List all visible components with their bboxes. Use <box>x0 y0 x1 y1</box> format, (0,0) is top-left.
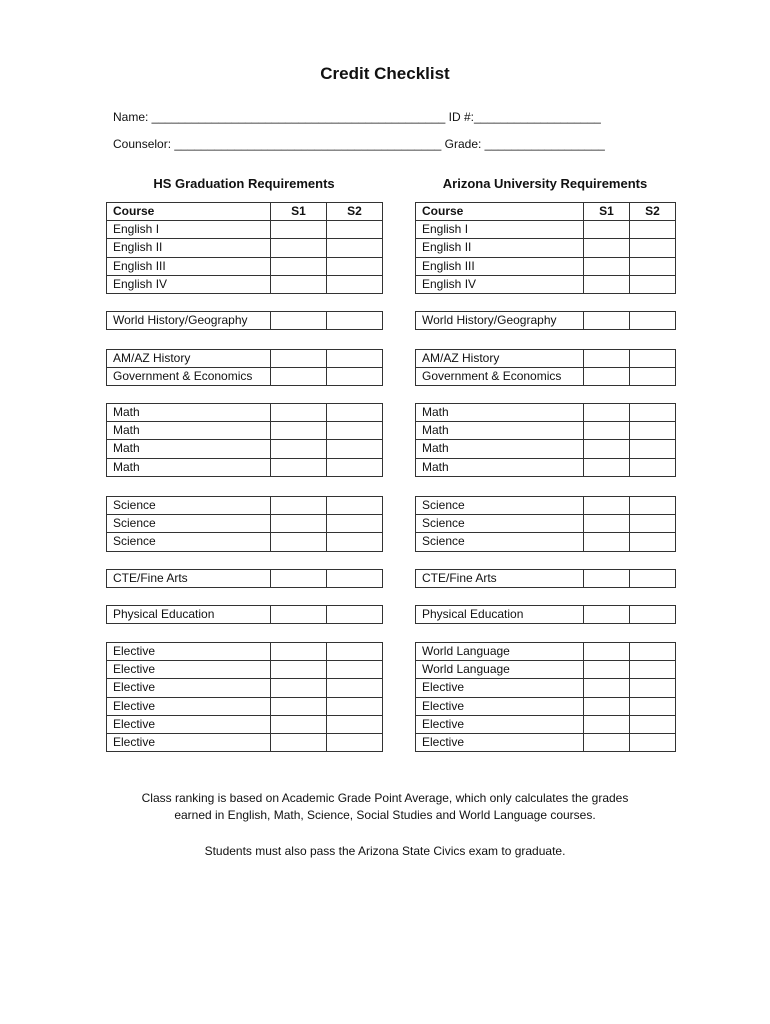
table-row <box>416 368 676 386</box>
table-row <box>107 368 383 386</box>
table-row <box>107 697 383 715</box>
s1-cell[interactable] <box>271 404 327 422</box>
s1-cell[interactable] <box>584 679 630 697</box>
course-name: CTE/Fine Arts <box>107 570 271 588</box>
s2-cell[interactable] <box>630 312 676 330</box>
s2-cell[interactable] <box>327 570 383 588</box>
table-row <box>416 497 676 515</box>
table-row <box>416 404 676 422</box>
s2-cell[interactable] <box>630 533 676 551</box>
course-name: Physical Education <box>416 606 584 624</box>
s1-cell[interactable] <box>584 350 630 368</box>
s1-cell[interactable] <box>584 239 630 257</box>
s1-cell[interactable] <box>584 221 630 239</box>
s2-cell[interactable] <box>630 440 676 458</box>
table-row <box>416 422 676 440</box>
s1-cell[interactable] <box>271 440 327 458</box>
s1-cell[interactable] <box>271 715 327 733</box>
table-header-row <box>416 203 676 221</box>
course-name: Math <box>107 440 271 458</box>
s1-cell[interactable] <box>584 606 630 624</box>
civics-note: Students must also pass the Arizona State Civics exam to graduate. <box>204 844 566 858</box>
s1-cell[interactable] <box>584 312 630 330</box>
table-row <box>107 221 383 239</box>
table-row <box>416 697 676 715</box>
s1-column-header: S1 <box>271 203 327 221</box>
s1-cell[interactable] <box>584 257 630 275</box>
s1-cell[interactable] <box>584 570 630 588</box>
course-name: CTE/Fine Arts <box>416 570 584 588</box>
course-name: Math <box>416 440 584 458</box>
s2-cell[interactable] <box>630 643 676 661</box>
s2-cell[interactable] <box>630 221 676 239</box>
s1-cell[interactable] <box>271 515 327 533</box>
table-row <box>416 221 676 239</box>
s2-cell[interactable] <box>327 275 383 293</box>
table-row <box>416 312 676 330</box>
s2-cell[interactable] <box>630 350 676 368</box>
table-row <box>416 643 676 661</box>
table-row <box>416 533 676 551</box>
course-name: Math <box>416 458 584 476</box>
table-row <box>416 350 676 368</box>
s2-cell[interactable] <box>327 715 383 733</box>
s2-cell[interactable] <box>630 715 676 733</box>
s2-cell[interactable] <box>630 661 676 679</box>
table-row <box>107 679 383 697</box>
s1-cell[interactable] <box>271 679 327 697</box>
s2-cell[interactable] <box>327 661 383 679</box>
s2-cell[interactable] <box>327 606 383 624</box>
table-row <box>107 515 383 533</box>
course-name: Math <box>107 422 271 440</box>
course-name: English I <box>107 221 271 239</box>
course-name: Elective <box>416 679 584 697</box>
table-row <box>416 440 676 458</box>
table-row <box>416 661 676 679</box>
course-name: Elective <box>107 661 271 679</box>
course-name: Elective <box>107 643 271 661</box>
course-name: Math <box>416 404 584 422</box>
course-name: Math <box>416 422 584 440</box>
table-row <box>107 606 383 624</box>
course-name: Science <box>107 515 271 533</box>
s2-cell[interactable] <box>327 643 383 661</box>
course-name: Elective <box>107 733 271 751</box>
course-name: World History/Geography <box>416 312 584 330</box>
table-row <box>416 275 676 293</box>
s1-cell[interactable] <box>271 661 327 679</box>
course-name: English I <box>416 221 584 239</box>
course-name: English II <box>107 239 271 257</box>
table-row <box>107 733 383 751</box>
table-row <box>416 570 676 588</box>
course-name: Math <box>107 458 271 476</box>
s1-column-header: S1 <box>584 203 630 221</box>
course-name: Physical Education <box>107 606 271 624</box>
ranking-note-line-2: earned in English, Math, Science, Social Studies and World Language courses. <box>174 808 596 822</box>
s2-cell[interactable] <box>327 515 383 533</box>
hs-course-group <box>106 642 383 752</box>
course-name: Science <box>416 497 584 515</box>
table-row <box>107 440 383 458</box>
s2-cell[interactable] <box>630 422 676 440</box>
s2-cell[interactable] <box>630 497 676 515</box>
table-row <box>107 497 383 515</box>
s1-cell[interactable] <box>584 661 630 679</box>
s1-cell[interactable] <box>584 422 630 440</box>
s2-cell[interactable] <box>327 533 383 551</box>
s2-cell[interactable] <box>327 422 383 440</box>
s2-cell[interactable] <box>630 733 676 751</box>
table-row <box>107 275 383 293</box>
s1-cell[interactable] <box>271 221 327 239</box>
hs-course-group <box>106 202 383 294</box>
course-name: Elective <box>416 697 584 715</box>
s2-cell[interactable] <box>630 257 676 275</box>
s1-cell[interactable] <box>584 275 630 293</box>
table-row <box>107 350 383 368</box>
table-row <box>107 257 383 275</box>
az-course-group <box>415 569 676 588</box>
s2-cell[interactable] <box>630 275 676 293</box>
table-header-row <box>107 203 383 221</box>
course-name: English II <box>416 239 584 257</box>
table-row <box>107 715 383 733</box>
az-requirements-heading: Arizona University Requirements <box>442 176 648 191</box>
table-row <box>107 643 383 661</box>
s2-cell[interactable] <box>630 239 676 257</box>
course-name: English III <box>107 257 271 275</box>
hs-course-group <box>106 605 383 624</box>
table-row <box>416 715 676 733</box>
s1-cell[interactable] <box>584 458 630 476</box>
table-row <box>107 570 383 588</box>
s1-cell[interactable] <box>271 533 327 551</box>
course-name: Math <box>107 404 271 422</box>
s2-cell[interactable] <box>630 679 676 697</box>
s1-cell[interactable] <box>584 715 630 733</box>
table-row <box>107 661 383 679</box>
az-course-group <box>415 202 676 294</box>
s2-cell[interactable] <box>327 697 383 715</box>
s1-cell[interactable] <box>584 643 630 661</box>
table-row <box>107 312 383 330</box>
s1-cell[interactable] <box>271 257 327 275</box>
hs-requirements-heading: HS Graduation Requirements <box>153 176 335 191</box>
s1-cell[interactable] <box>584 697 630 715</box>
course-name: English IV <box>416 275 584 293</box>
course-name: Science <box>416 533 584 551</box>
course-name: Elective <box>107 715 271 733</box>
hs-course-group <box>106 403 383 477</box>
s2-cell[interactable] <box>327 257 383 275</box>
course-name: Elective <box>107 697 271 715</box>
s2-cell[interactable] <box>327 221 383 239</box>
table-row <box>416 515 676 533</box>
course-name: Elective <box>107 679 271 697</box>
s1-cell[interactable] <box>584 515 630 533</box>
s2-cell[interactable] <box>630 697 676 715</box>
s2-cell[interactable] <box>327 679 383 697</box>
course-name: Elective <box>416 715 584 733</box>
course-name: English IV <box>107 275 271 293</box>
table-row <box>416 606 676 624</box>
counselor-grade-line[interactable]: Counselor: ________________________________________ Grade: __________________ <box>113 137 605 151</box>
s1-cell[interactable] <box>271 350 327 368</box>
s2-cell[interactable] <box>630 515 676 533</box>
s2-cell[interactable] <box>630 458 676 476</box>
s2-cell[interactable] <box>327 733 383 751</box>
s1-cell[interactable] <box>584 497 630 515</box>
s1-cell[interactable] <box>271 733 327 751</box>
az-course-group <box>415 403 676 477</box>
course-name: Government & Economics <box>416 368 584 386</box>
course-name: World Language <box>416 643 584 661</box>
s2-cell[interactable] <box>327 458 383 476</box>
s1-cell[interactable] <box>584 533 630 551</box>
s1-cell[interactable] <box>271 697 327 715</box>
course-name: Elective <box>416 733 584 751</box>
table-row <box>107 458 383 476</box>
course-name: Science <box>107 497 271 515</box>
s2-cell[interactable] <box>327 312 383 330</box>
s1-cell[interactable] <box>271 606 327 624</box>
s1-cell[interactable] <box>271 458 327 476</box>
s2-column-header: S2 <box>327 203 383 221</box>
hs-course-group <box>106 496 383 552</box>
s1-cell[interactable] <box>584 368 630 386</box>
s2-cell[interactable] <box>327 497 383 515</box>
s2-cell[interactable] <box>327 350 383 368</box>
s1-cell[interactable] <box>271 239 327 257</box>
s2-cell[interactable] <box>327 404 383 422</box>
s1-cell[interactable] <box>584 733 630 751</box>
s2-column-header: S2 <box>630 203 676 221</box>
table-row <box>416 458 676 476</box>
s1-cell[interactable] <box>271 497 327 515</box>
course-name: AM/AZ History <box>416 350 584 368</box>
course-name: Science <box>416 515 584 533</box>
s2-cell[interactable] <box>630 606 676 624</box>
s2-cell[interactable] <box>630 368 676 386</box>
az-course-group <box>415 349 676 386</box>
table-row <box>107 533 383 551</box>
az-course-group <box>415 311 676 330</box>
table-row <box>416 679 676 697</box>
course-column-header: Course <box>107 203 271 221</box>
az-course-group <box>415 605 676 624</box>
hs-course-group <box>106 349 383 386</box>
az-course-group <box>415 642 676 752</box>
course-name: World History/Geography <box>107 312 271 330</box>
course-name: World Language <box>416 661 584 679</box>
s1-cell[interactable] <box>271 312 327 330</box>
course-name: Government & Economics <box>107 368 271 386</box>
hs-course-group <box>106 569 383 588</box>
ranking-note-line-1: Class ranking is based on Academic Grade Point Average, which only calculates the grades <box>141 791 629 805</box>
page-title: Credit Checklist <box>320 64 450 83</box>
s1-cell[interactable] <box>584 440 630 458</box>
s1-cell[interactable] <box>271 643 327 661</box>
s2-cell[interactable] <box>630 404 676 422</box>
hs-course-group <box>106 311 383 330</box>
course-column-header: Course <box>416 203 584 221</box>
s1-cell[interactable] <box>584 404 630 422</box>
s1-cell[interactable] <box>271 422 327 440</box>
s1-cell[interactable] <box>271 368 327 386</box>
name-id-line[interactable]: Name: ____________________________________________ ID #:___________________ <box>113 110 601 124</box>
course-name: Science <box>107 533 271 551</box>
s2-cell[interactable] <box>630 570 676 588</box>
course-name: English III <box>416 257 584 275</box>
table-row <box>107 239 383 257</box>
s2-cell[interactable] <box>327 368 383 386</box>
s2-cell[interactable] <box>327 239 383 257</box>
table-row <box>107 422 383 440</box>
table-row <box>416 257 676 275</box>
table-row <box>416 733 676 751</box>
s2-cell[interactable] <box>327 440 383 458</box>
table-row <box>107 404 383 422</box>
s1-cell[interactable] <box>271 275 327 293</box>
s1-cell[interactable] <box>271 570 327 588</box>
table-row <box>416 239 676 257</box>
az-course-group <box>415 496 676 552</box>
course-name: AM/AZ History <box>107 350 271 368</box>
